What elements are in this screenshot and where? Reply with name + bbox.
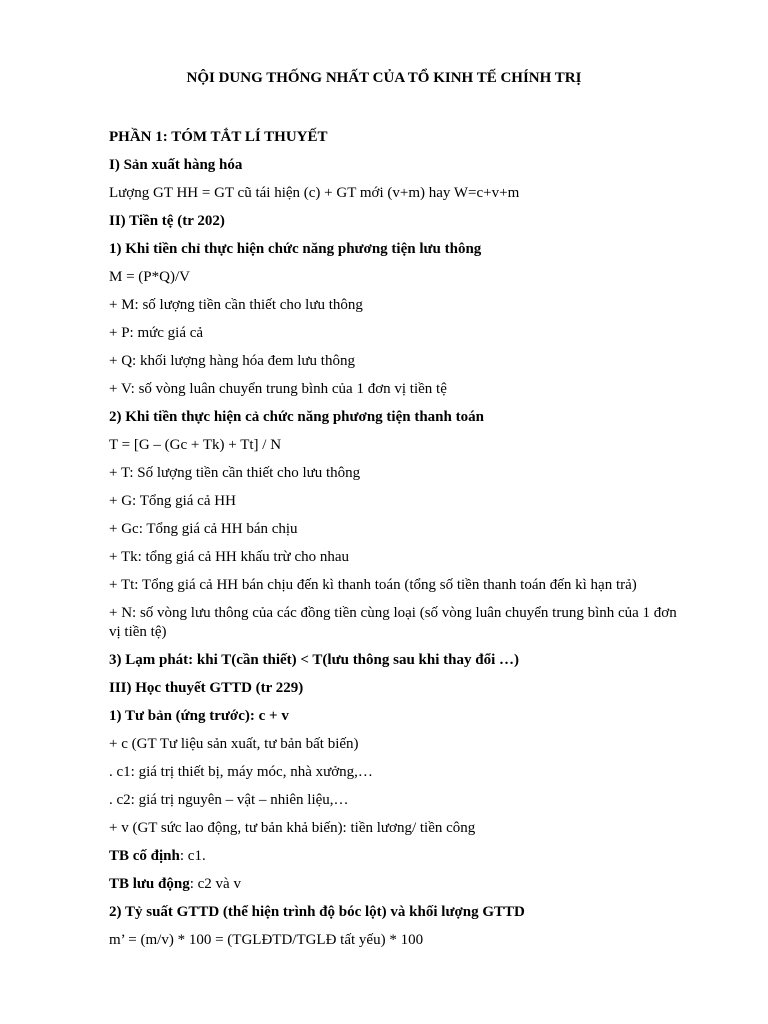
subsection-heading: II) Tiền tệ (tr 202) [109, 213, 225, 229]
tb-luu-dong-line [109, 875, 688, 894]
paragraph-line: + v (GT sức lao động, tư bản khả biến): tiền lương/ tiền công [109, 820, 476, 836]
document-title: NỘI DUNG THỐNG NHẤT CỦA TỔ KINH TẾ CHÍNH TRỊ [186, 70, 582, 86]
tb-co-dinh-value: : c1. [179, 848, 206, 864]
subsection-heading: III) Học thuyết GTTD (tr 229) [109, 680, 304, 696]
paragraph-line: + Q: khối lượng hàng hóa đem lưu thông [109, 353, 355, 369]
paragraph-line: + M: số lượng tiền cần thiết cho lưu thông [109, 297, 363, 313]
paragraph-line: + V: số vòng luân chuyển trung bình của 1 đơn vị tiền tệ [109, 381, 447, 397]
formula-line: m’ = (m/v) * 100 = (TGLĐTD/TGLĐ tất yếu) * 100 [109, 932, 424, 948]
paragraph-line: + Gc: Tổng giá cả HH bán chịu [109, 521, 298, 537]
paragraph-line: . c2: giá trị nguyên – vật – nhiên liệu,… [109, 792, 349, 808]
item-heading: 1) Khi tiền chỉ thực hiện chức năng phương tiện lưu thông [109, 241, 482, 257]
paragraph-line: + Tk: tổng giá cả HH khấu trừ cho nhau [109, 549, 350, 565]
paragraph-line: + T: Số lượng tiền cần thiết cho lưu thông [109, 465, 361, 481]
item-heading: 3) Lạm phát: khi T(cần thiết) < T(lưu thông sau khi thay đổi …) [109, 652, 519, 668]
paragraph-line: + P: mức giá cả [109, 325, 204, 341]
formula-line: M = (P*Q)/V [109, 269, 190, 285]
tb-co-dinh-line [109, 847, 688, 866]
paragraph-line: + G: Tổng giá cả HH [109, 493, 236, 509]
paragraph-line: + N: số vòng lưu thông của các đồng tiền cùng loại (số vòng luân chuyển trung bình của 1 đơn vị tiền tệ) [109, 605, 677, 640]
subsection-heading: I) Sản xuất hàng hóa [109, 157, 243, 173]
tb-luu-dong-label: TB lưu động [109, 876, 190, 892]
tb-co-dinh-label: TB cố định [109, 848, 180, 864]
paragraph-line: + Tt: Tổng giá cả HH bán chịu đến kì thanh toán (tổng số tiền thanh toán đến kì hạn trả) [109, 577, 637, 593]
item-heading: 2) Tỷ suất GTTD (thể hiện trình độ bóc lột) và khối lượng GTTD [109, 904, 525, 920]
paragraph-line: + c (GT Tư liệu sản xuất, tư bản bất biến) [109, 736, 359, 752]
section-heading: PHẦN 1: TÓM TẮT LÍ THUYẾT [109, 129, 328, 145]
item-heading: 2) Khi tiền thực hiện cả chức năng phương tiện thanh toán [109, 409, 484, 425]
formula-line: T = [G – (Gc + Tk) + Tt] / N [109, 437, 282, 453]
paragraph-line: Lượng GT HH = GT cũ tái hiện (c) + GT mới (v+m) hay W=c+v+m [109, 185, 520, 201]
tb-luu-dong-value: : c2 và v [189, 876, 241, 892]
item-heading: 1) Tư bản (ứng trước): c + v [109, 708, 289, 724]
paragraph-line: . c1: giá trị thiết bị, máy móc, nhà xưởng,… [109, 764, 373, 780]
